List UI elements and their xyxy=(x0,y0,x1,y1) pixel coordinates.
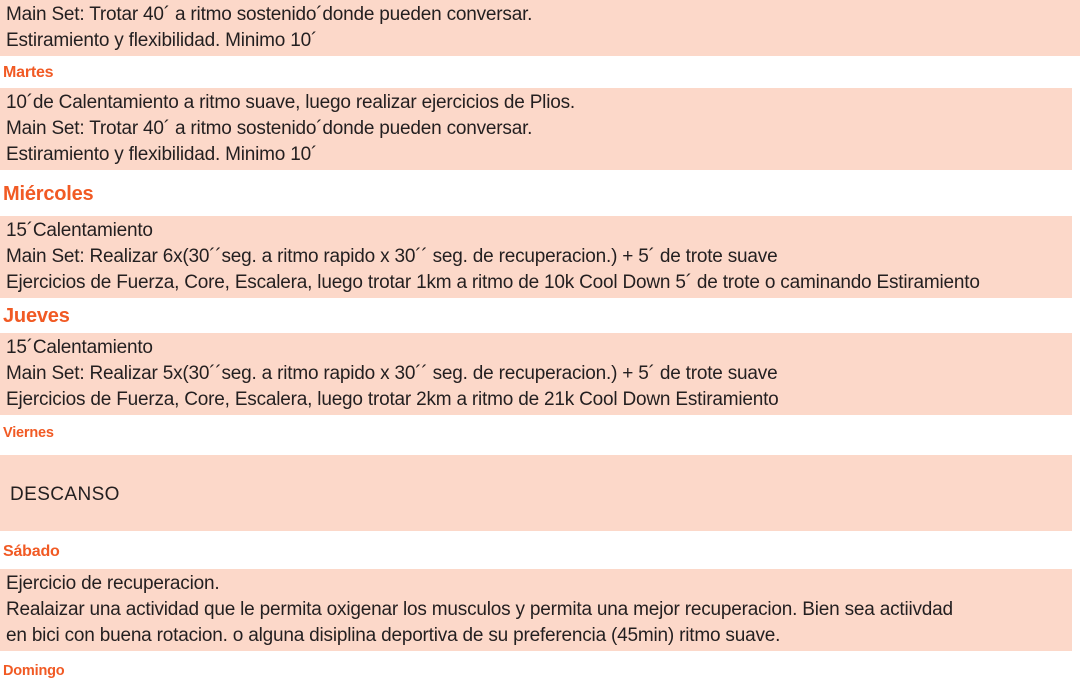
day-header-miercoles: Miércoles xyxy=(3,183,94,205)
day-header-jueves: Jueves xyxy=(3,305,70,327)
workout-line: Estiramiento y flexibilidad. Minimo 10´ xyxy=(6,30,318,51)
workout-block xyxy=(0,216,1072,298)
workout-line: en bici con buena rotacion. o alguna disiplina deportiva de su preferencia (45min) ritmo suave. xyxy=(6,625,781,646)
day-header-domingo: Domingo xyxy=(3,663,65,679)
workout-block xyxy=(0,0,1080,56)
workout-line: Ejercicio de recuperacion. xyxy=(6,573,220,594)
workout-line: Ejercicios de Fuerza, Core, Escalera, luego trotar 2km a ritmo de 21k Cool Down Estiramiento xyxy=(6,389,779,410)
workout-line: Ejercicios de Fuerza, Core, Escalera, luego trotar 1km a ritmo de 10k Cool Down 5´ de trote o caminando Estiramiento xyxy=(6,272,980,293)
workout-block xyxy=(0,569,1072,651)
workout-block xyxy=(0,88,1072,170)
workout-line: 15´Calentamiento xyxy=(6,220,153,241)
workout-line: Estiramiento y flexibilidad. Minimo 10´ xyxy=(6,144,318,165)
workout-line: DESCANSO xyxy=(10,484,120,505)
workout-line: 15´Calentamiento xyxy=(6,337,153,358)
workout-line: Main Set: Trotar 40´ a ritmo sostenido´donde pueden conversar. xyxy=(6,118,533,139)
workout-line: Main Set: Realizar 6x(30´´seg. a ritmo rapido x 30´´ seg. de recuperacion.) + 5´ de trote suave xyxy=(6,246,778,267)
workout-line: Main Set: Trotar 40´ a ritmo sostenido´donde pueden conversar. xyxy=(6,4,533,25)
day-header-martes: Martes xyxy=(3,64,54,81)
workout-block xyxy=(0,333,1072,415)
rest-day-block xyxy=(0,455,1072,531)
workout-line: Main Set: Realizar 5x(30´´seg. a ritmo rapido x 30´´ seg. de recuperacion.) + 5´ de trote suave xyxy=(6,363,778,384)
day-header-viernes: Viernes xyxy=(3,425,54,441)
day-header-sabado: Sábado xyxy=(3,543,60,560)
workout-line: 10´de Calentamiento a ritmo suave, luego realizar ejercicios de Plios. xyxy=(6,92,575,113)
workout-line: Realaizar una actividad que le permita oxigenar los musculos y permita una mejor recuperacion. Bien sea actiivdad xyxy=(6,599,953,620)
